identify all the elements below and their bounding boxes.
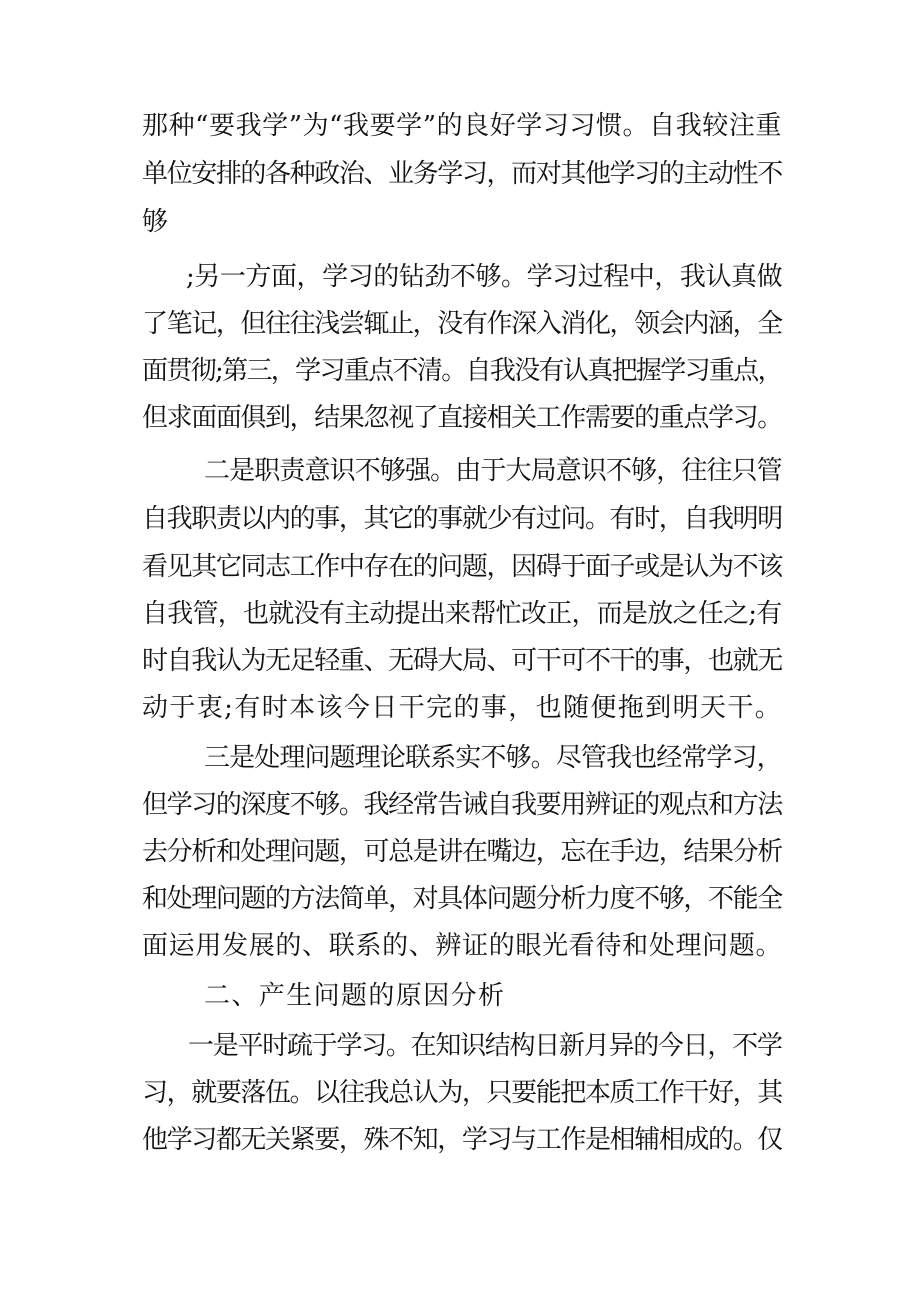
text-line-8: 二是职责意识不够强。由于大局意识不够，往往只管 [204, 456, 782, 486]
text-line-18: 面运用发展的、联系的、辨证的眼光看待和处理问题。 [142, 931, 783, 961]
text-line-1: 那种“要我学”为“我要学”的良好学习习惯。自我较注重 [142, 111, 782, 141]
text-line-21: 习，就要落伍。以往我总认为，只要能把本质工作干好，其 [142, 1078, 782, 1108]
text-line-7: 但求面面俱到，结果忽视了直接相关工作需要的重点学习。 [142, 403, 782, 433]
text-line-5: 了笔记，但往往浅尝辄止，没有作深入消化，领会内涵，全 [142, 309, 782, 339]
text-line-14: 三是处理问题理论联系实不够。尽管我也经常学习， [204, 743, 782, 773]
text-line-12: 时自我认为无足轻重、无碍大局、可干可不干的事，也就无 [142, 646, 782, 676]
text-line-15: 但学习的深度不够。我经常告诫自我要用辨证的观点和方法 [142, 790, 782, 820]
text-line-22: 他学习都无关紧要，殊不知，学习与工作是相辅相成的。仅 [142, 1125, 782, 1155]
text-line-10: 看见其它同志工作中存在的问题，因碍于面子或是认为不该 [142, 552, 782, 582]
text-line-16: 去分析和处理问题，可总是讲在嘴边，忘在手边，结果分析 [142, 837, 782, 867]
text-line-6: 面贯彻;第三，学习重点不清。自我没有认真把握学习重点， [142, 356, 782, 386]
text-line-17: 和处理问题的方法简单，对具体问题分析力度不够，不能全 [142, 884, 782, 914]
text-line-13: 动于衷;有时本该今日干完的事，也随便拖到明天干。 [142, 693, 783, 723]
text-line-9: 自我职责以内的事，其它的事就少有过问。有时，自我明明 [142, 504, 782, 534]
text-line-3: 够 [142, 207, 169, 237]
text-line-4: ;另一方面，学习的钻劲不够。学习过程中，我认真做 [186, 262, 783, 292]
text-line-20: 一是平时疏于学习。在知识结构日新月异的今日，不学 [188, 1031, 782, 1061]
text-line-2: 单位安排的各种政治、业务学习，而对其他学习的主动性不 [142, 159, 782, 189]
text-line-11: 自我管，也就没有主动提出来帮忙改正，而是放之任之;有 [142, 599, 782, 629]
section-heading: 二、产生问题的原因分析 [204, 981, 506, 1011]
